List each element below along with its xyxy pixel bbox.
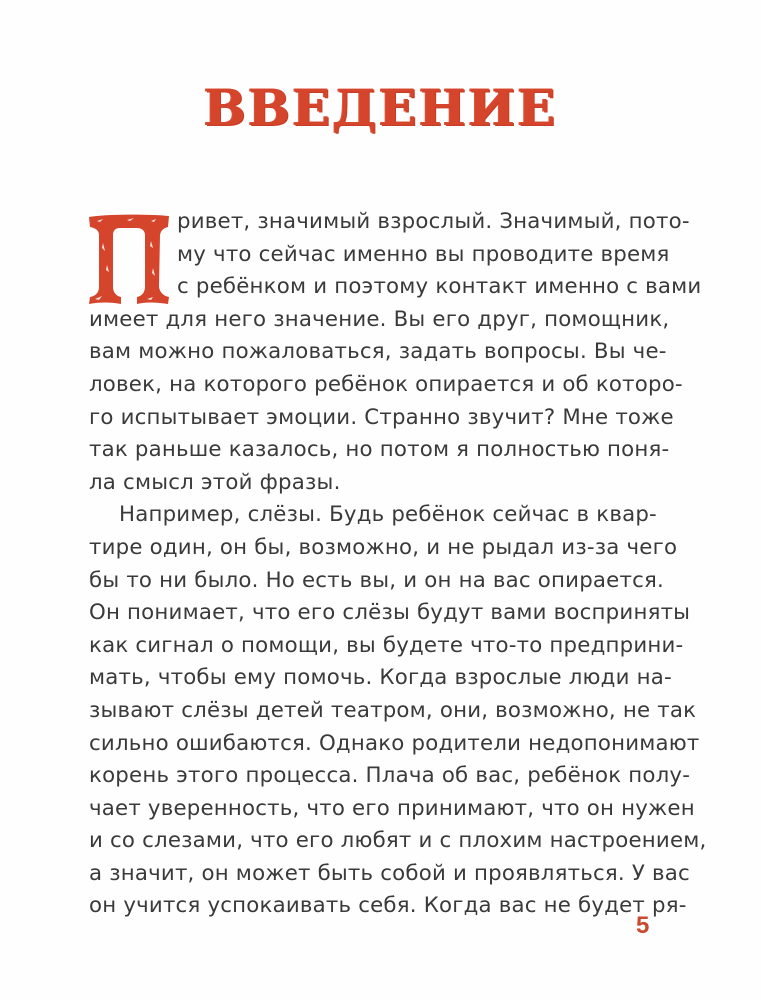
page-number: 5 [636,912,650,939]
text-line: ривет, значимый взрослый. Значимый, пото- [177,209,690,234]
text-line: ла смысл этой фразы. [89,469,341,495]
text-line: он учится успокаивать себя. Когда вас не будет ря- [89,893,687,919]
text-line: так раньше казалось, но потом я полностью поня- [89,437,670,463]
text-line: тире один, он бы, возможно, и не рыдал из-за чего [89,534,678,560]
text-line: чает уверенность, что его принимают, что он нужен [89,795,695,821]
text-line: с ребёнком и поэтому контакт именно с вами [177,274,702,300]
text-line: корень этого процесса. Плача об вас, ребёнок полу- [89,763,691,789]
text-line: бы то ни было. Но есть вы, и он на вас опирается. [89,567,664,593]
text-line: как сигнал о помощи, вы будете что-то предприни- [89,632,684,658]
text-line: Например, слёзы. Будь ребёнок сейчас в квар- [119,502,657,528]
text-line: Он понимает, что его слёзы будут вами восприняты [89,600,691,626]
text-line: имеет для него значение. Вы его друг, помощник, [89,306,670,332]
text-line: мать, чтобы ему помочь. Когда взрослые люди на- [89,665,672,691]
body-text [89,206,707,923]
chapter-title: ВВЕДЕНИЕ [203,78,558,137]
text-line: ловек, на которого ребёнок опирается и об которо- [89,371,683,397]
text-line: сильно ошибаются. Однако родители недопонимают [89,730,700,756]
paragraph-1 [89,206,702,499]
text-line: го испытывает эмоции. Странно звучит? Мне тоже [89,404,674,430]
text-line: вам можно пожаловаться, задать вопросы. Вы че- [89,339,667,365]
text-line: а значит, он может быть собой и проявляться. У вас [89,860,690,886]
text-line: зывают слёзы детей театром, они, возможно, не так [89,697,697,723]
paragraph-2 [89,499,707,923]
text-line: му что сейчас именно вы проводите время [177,241,670,267]
text-line: и со слезами, что его любят и с плохим настроением, [89,828,707,854]
